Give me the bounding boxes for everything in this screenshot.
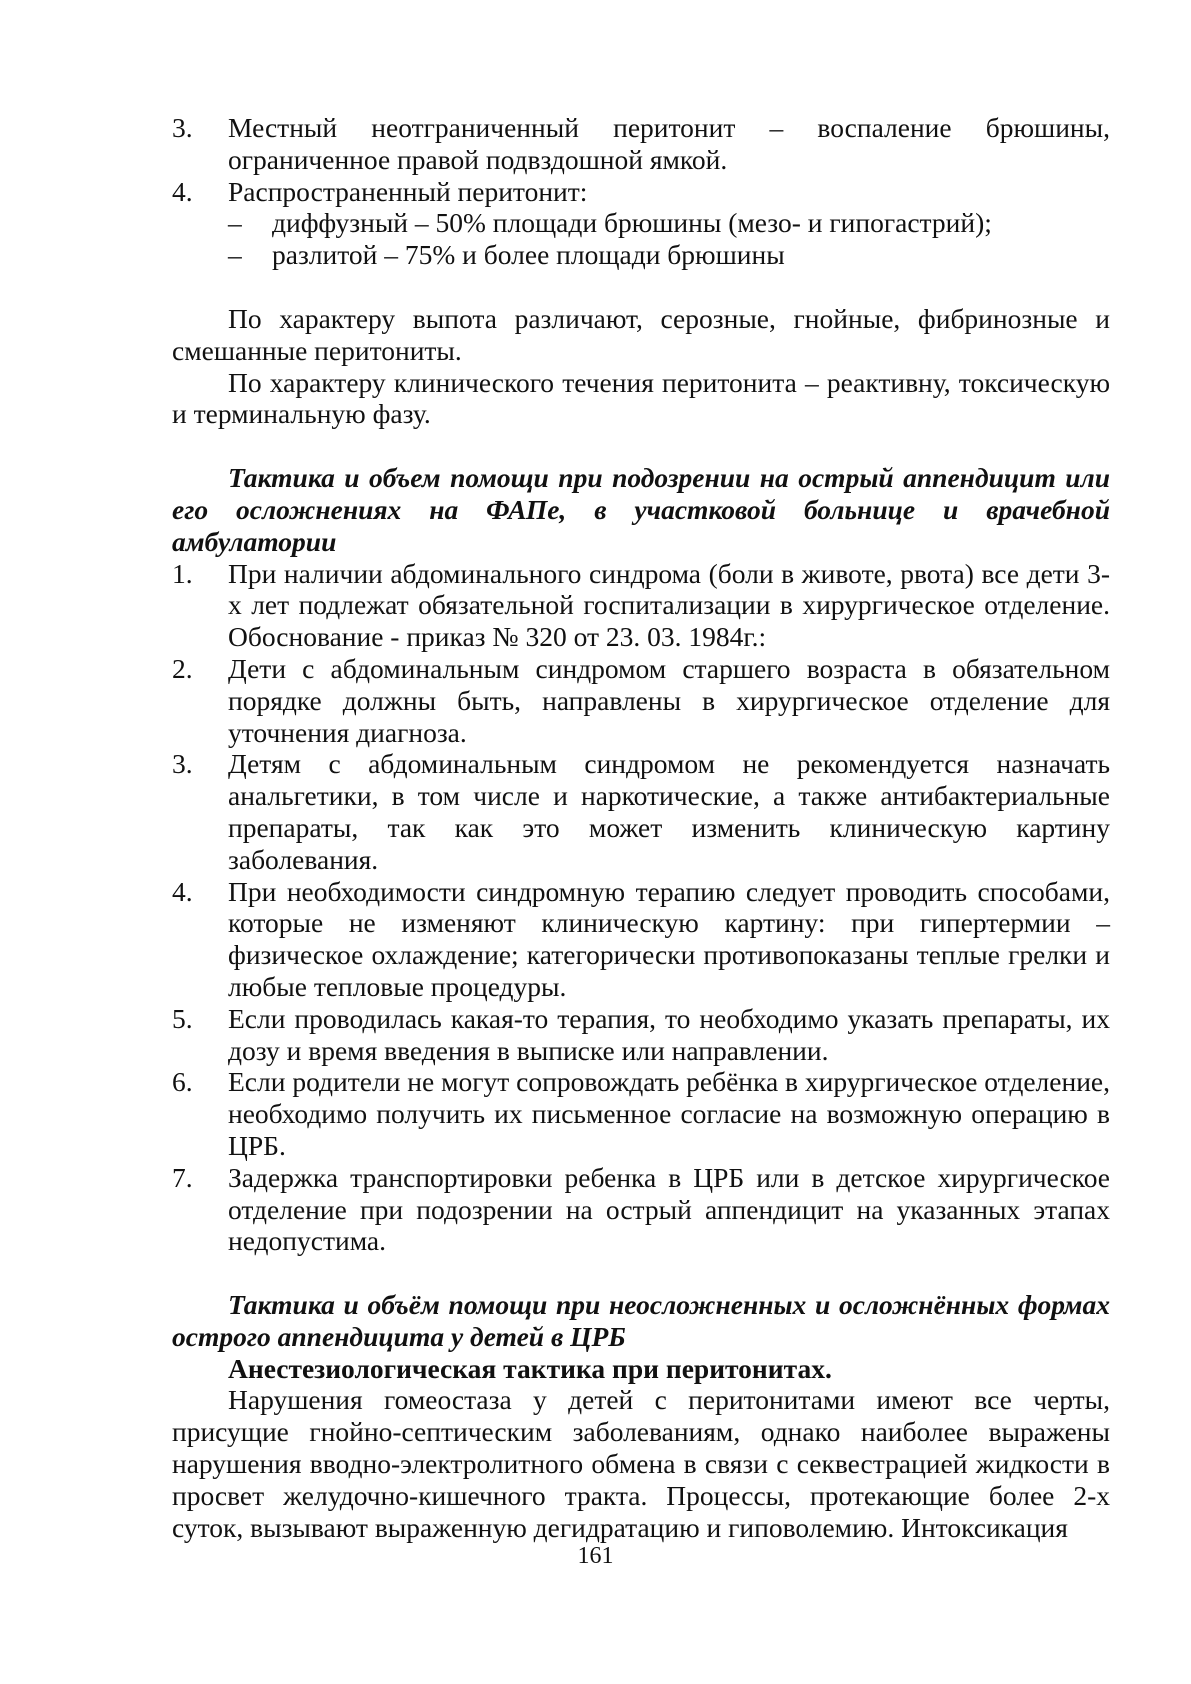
list-item-text: Дети с абдоминальным синдромом старшего возраста в обязательном порядке должны быть, направлены в хирургическое отделение для уточнения диагноза.: [228, 652, 1110, 748]
paragraph-course: По характеру клинического течения перитонита – реактивну, токсическую и терминальную фазу.: [172, 366, 1110, 430]
section-heading-tactics: Тактика и объем помощи при подозрении на острый аппендицит или его осложнениях на ФАПе, в участковой больнице и врачебной амбулатории: [172, 462, 1110, 557]
dash-item-text: разлитой – 75% и более площади брюшины: [272, 239, 785, 271]
list-item: [172, 1003, 1110, 1067]
list-number: 7.: [172, 1161, 193, 1193]
list-item-text: Если родители не могут сопровождать ребёнка в хирургическое отделение, необходимо получить их письменное согласие на возможную операцию в ЦРБ.: [228, 1066, 1110, 1161]
list-number: 4.: [172, 175, 193, 207]
list-item: [172, 748, 1110, 875]
list-item-text: Распространенный перитонит:: [228, 175, 588, 207]
section-heading-forms: Тактика и объём помощи при неосложненных и осложнённых формах острого аппендицита у детей в ЦРБ: [172, 1289, 1110, 1352]
list-item: [172, 876, 1110, 1003]
list-item-text: Детям с абдоминальным синдромом не рекомендуется назначать анальгетики, в том числе и наркотические, а также антибактериальные препараты, так как это может изменить клиническую картину заболевания.: [228, 748, 1110, 875]
page-body: [172, 112, 1110, 1543]
dash-marker: –: [228, 239, 242, 271]
list-number: 3.: [172, 748, 193, 780]
list-number: 5.: [172, 1002, 193, 1034]
list-item: [172, 112, 1110, 176]
list-item: [172, 1162, 1110, 1257]
list-number: 1.: [172, 557, 193, 589]
page-number: 161: [577, 1543, 614, 1569]
list-number: 2.: [172, 652, 193, 684]
list-item-text: Если проводилась какая-то терапия, то необходимо указать препараты, их дозу и время введения в выписке или направлении.: [228, 1002, 1110, 1066]
subheading-anesthesia: Анестезиологическая тактика при перитонитах.: [228, 1352, 832, 1384]
list-item-text: Задержка транспортировки ребенка в ЦРБ или в детское хирургическое отделение при подозрении на острый аппендицит на указанных этапах недопустима.: [228, 1161, 1110, 1257]
paragraph-homeostasis: Нарушения гомеостаза у детей с перитонитами имеют все черты, присущие гнойно-септическим заболеваниям, однако наиболее выражены нарушения вводно-электролитного обмена в связи с секвестрацией жидкости в просвет желудочно-кишечного тракта. Процессы, протекающие более 2-х суток, вызывают выраженную дегидратацию и гиповолемию. Интоксикация: [172, 1384, 1110, 1543]
dash-item-text: диффузный – 50% площади брюшины (мезо- и гипогастрий);: [272, 207, 992, 239]
list-item: [172, 653, 1110, 748]
dash-list-item: [172, 239, 1110, 271]
list-item-text: При необходимости синдромную терапию следует проводить способами, которые не изменяют клиническую картину: при гипертермии – физическое охлаждение; категорически противопоказаны теплые грелки и любые тепловые процедуры.: [228, 875, 1110, 1002]
list-item-text: Местный неотграниченный перитонит – воспаление брюшины, ограниченное правой подвздошной ямкой.: [228, 112, 1110, 175]
list-item-text: При наличии абдоминального синдрома (боли в животе, рвота) все дети 3-х лет подлежат обязательной госпитализации в хирургическое отделение. Обоснование - приказ № 320 от 23. 03. 1984г.:: [228, 557, 1110, 653]
list-number: 6.: [172, 1066, 193, 1098]
list-number: 3.: [172, 112, 193, 143]
paragraph-exudate: По характеру выпота различают, серозные, гнойные, фибринозные и смешанные перитониты.: [172, 302, 1110, 366]
list-item: [172, 558, 1110, 653]
list-number: 4.: [172, 875, 193, 907]
list-item: [172, 176, 1110, 208]
dash-marker: –: [228, 207, 242, 239]
dash-list-item: [172, 207, 1110, 239]
list-item: [172, 1066, 1110, 1161]
